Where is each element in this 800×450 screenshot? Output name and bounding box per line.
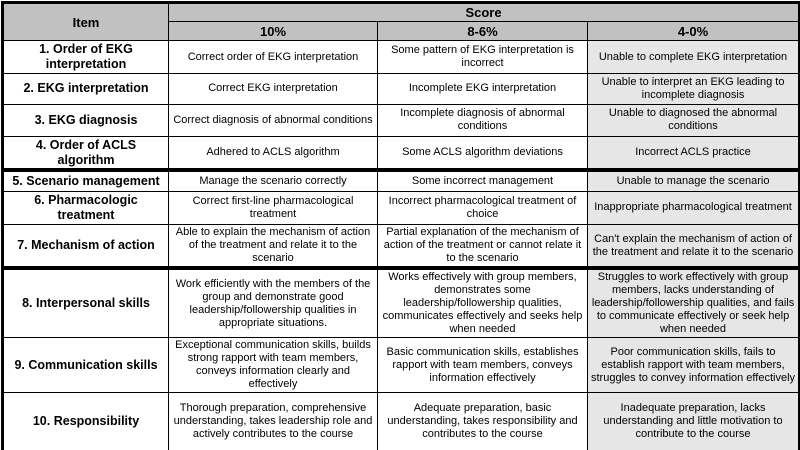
table-row: [3, 104, 800, 136]
score-8-6-cell: Some ACLS algorithm deviations: [378, 136, 588, 170]
table-row: [3, 338, 800, 393]
score-10-cell: Correct diagnosis of abnormal conditions: [169, 104, 378, 136]
score-8-6-cell: Partial explanation of the mechanism of action of the treatment or cannot relate it to the scenario: [378, 224, 588, 268]
score-4-0-cell: Unable to interpret an EKG leading to incomplete diagnosis: [588, 73, 800, 104]
header-row-score: [3, 3, 800, 22]
score-10-cell: Exceptional communication skills, builds strong rapport with team members, conveys information clearly and effectively: [169, 338, 378, 393]
item-cell: 10. Responsibility: [3, 393, 169, 450]
score-10-cell: Manage the scenario correctly: [169, 170, 378, 191]
score-10-cell: Correct EKG interpretation: [169, 73, 378, 104]
score-4-0-cell: Inappropriate pharmacological treatment: [588, 191, 800, 224]
table-row: [3, 393, 800, 450]
score-8-6-cell: Some pattern of EKG interpretation is incorrect: [378, 41, 588, 74]
table-row: [3, 41, 800, 74]
item-cell: 5. Scenario management: [3, 170, 169, 191]
score-4-0-cell: Unable to manage the scenario: [588, 170, 800, 191]
score-8-6-cell: Incomplete diagnosis of abnormal conditions: [378, 104, 588, 136]
item-column-header: Item: [3, 3, 169, 41]
score-group-header: Score: [169, 3, 800, 22]
item-cell: 6. Pharmacologic treatment: [3, 191, 169, 224]
item-cell: 3. EKG diagnosis: [3, 104, 169, 136]
score-column-header-10: 10%: [169, 22, 378, 41]
score-8-6-cell: Adequate preparation, basic understanding, takes responsibility and contributes to the course: [378, 393, 588, 450]
item-cell: 2. EKG interpretation: [3, 73, 169, 104]
table-row: [3, 191, 800, 224]
item-cell: 9. Communication skills: [3, 338, 169, 393]
score-column-header-4-0: 4-0%: [588, 22, 800, 41]
score-4-0-cell: Incorrect ACLS practice: [588, 136, 800, 170]
score-10-cell: Able to explain the mechanism of action of the treatment and relate it to the scenario: [169, 224, 378, 268]
score-8-6-cell: Works effectively with group members, demonstrates some leadership/followership qualities, communicates effectively and seeks help when needed: [378, 268, 588, 337]
score-4-0-cell: Unable to complete EKG interpretation: [588, 41, 800, 74]
item-cell: 7. Mechanism of action: [3, 224, 169, 268]
table-row: [3, 73, 800, 104]
table-row: [3, 224, 800, 268]
score-10-cell: Correct first-line pharmacological treatment: [169, 191, 378, 224]
score-8-6-cell: Some incorrect management: [378, 170, 588, 191]
score-10-cell: Correct order of EKG interpretation: [169, 41, 378, 74]
item-cell: 1. Order of EKG interpretation: [3, 41, 169, 74]
score-8-6-cell: Incomplete EKG interpretation: [378, 73, 588, 104]
table-row: [3, 268, 800, 337]
table-row: [3, 136, 800, 170]
item-cell: 4. Order of ACLS algorithm: [3, 136, 169, 170]
score-4-0-cell: Poor communication skills, fails to establish rapport with team members, struggles to convey information effectively: [588, 338, 800, 393]
score-column-header-8-6: 8-6%: [378, 22, 588, 41]
score-10-cell: Thorough preparation, comprehensive understanding, takes leadership role and actively contributes to the course: [169, 393, 378, 450]
score-10-cell: Adhered to ACLS algorithm: [169, 136, 378, 170]
score-8-6-cell: Incorrect pharmacological treatment of choice: [378, 191, 588, 224]
score-4-0-cell: Unable to diagnosed the abnormal conditions: [588, 104, 800, 136]
score-4-0-cell: Can't explain the mechanism of action of the treatment and relate it to the scenario: [588, 224, 800, 268]
score-4-0-cell: Inadequate preparation, lacks understanding and little motivation to contribute to the course: [588, 393, 800, 450]
table-row: [3, 170, 800, 191]
score-8-6-cell: Basic communication skills, establishes rapport with team members, conveys information effectively: [378, 338, 588, 393]
ekg-scoring-rubric-table: [1, 1, 800, 450]
item-cell: 8. Interpersonal skills: [3, 268, 169, 337]
score-4-0-cell: Struggles to work effectively with group members, lacks understanding of leadership/followership qualities, and fails to communicate effectively or seek help when needed: [588, 268, 800, 337]
score-10-cell: Work efficiently with the members of the group and demonstrate good leadership/followership qualities in appropriate situations.: [169, 268, 378, 337]
